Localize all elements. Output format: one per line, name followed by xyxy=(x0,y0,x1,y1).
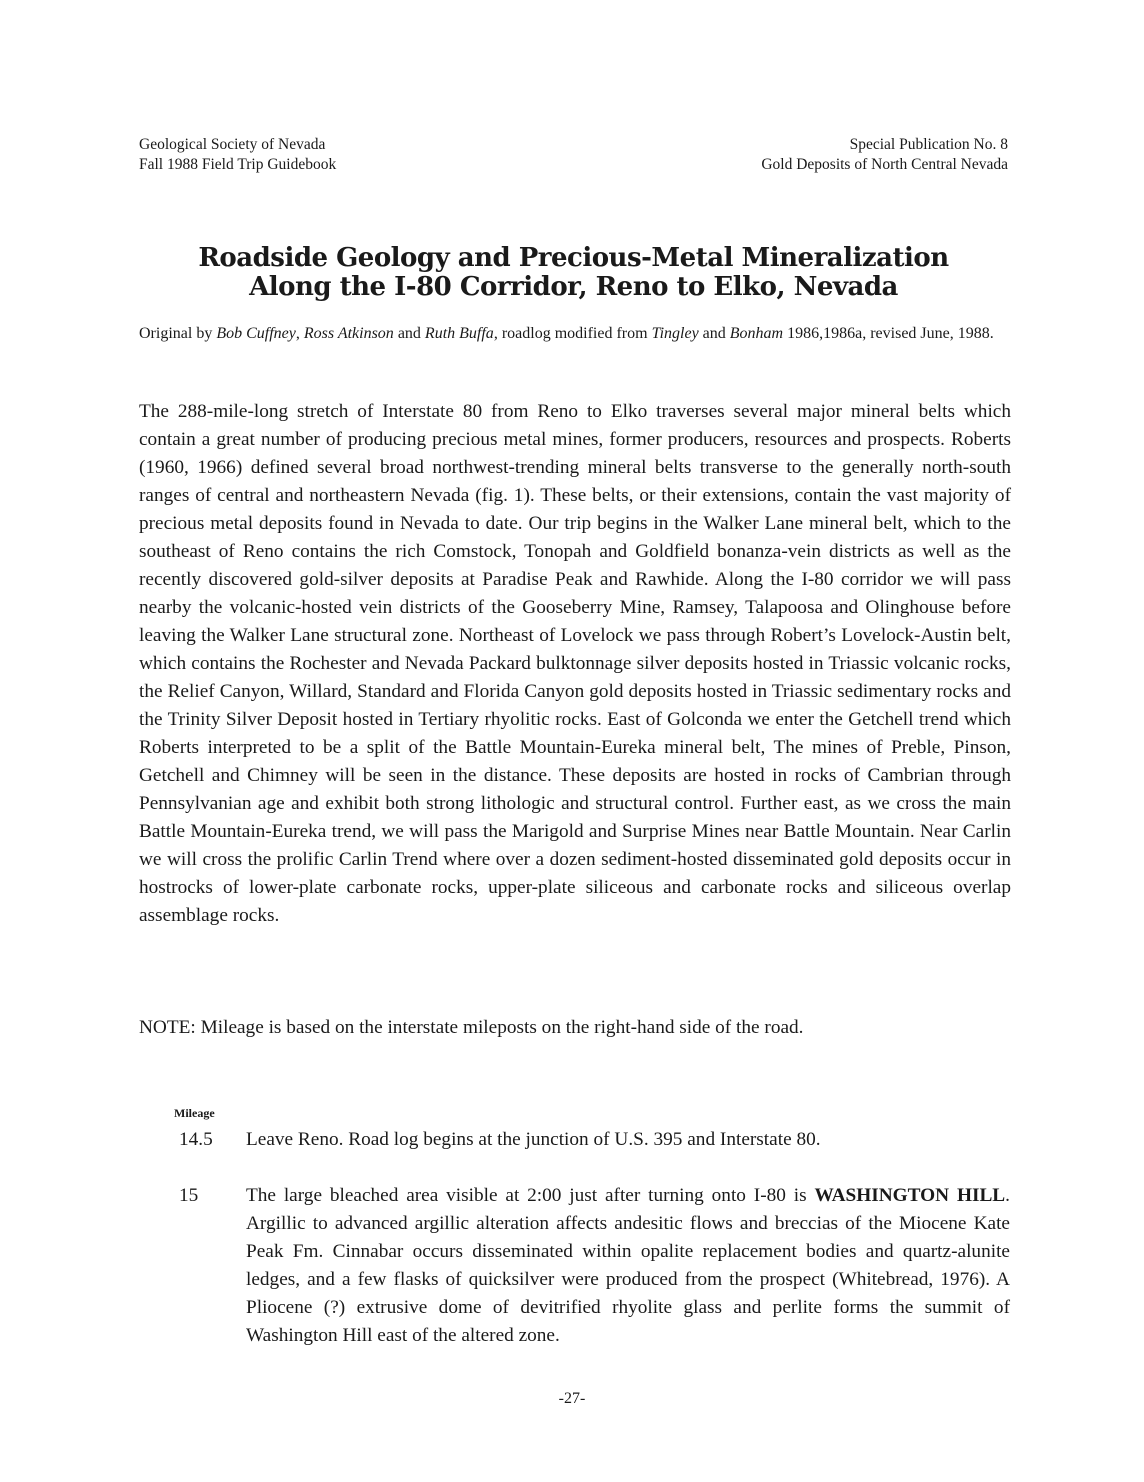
roadlog-mile: 14.5 xyxy=(179,1129,213,1150)
ref-bonham: Bonham xyxy=(729,325,784,342)
site-name-washington-hill: WASHINGTON HILL xyxy=(814,1185,1006,1206)
mileage-column-header: Mileage xyxy=(174,1106,215,1120)
mileage-note: NOTE: Mileage is based on the interstate mileposts on the right-hand side of the road. xyxy=(139,1017,804,1038)
credits-mid: , roadlog modified from xyxy=(493,325,652,342)
page-number: -27- xyxy=(558,1390,586,1407)
header-guidebook: Fall 1988 Field Trip Guidebook xyxy=(139,156,337,173)
header-right xyxy=(761,135,1008,175)
header-subject: Gold Deposits of North Central Nevada xyxy=(761,156,1008,173)
header-publication: Special Publication No. 8 xyxy=(849,136,1008,153)
intro-paragraph: The 288-mile-long stretch of Interstate 80 from Reno to Elko traverses several major mineral belts which contain a great number of producing precious metal mines, former producers, resources and prospects. Roberts (1960, 1966) defined several broad northwest-trending mineral belts transverse to the generally north-south ranges of central and northeastern Nevada (fig. 1). These belts, or their extensions, contain the vast majority of precious metal deposits found in Nevada to date. Our trip begins in the Walker Lane mineral belt, which to the southeast of Reno contains the rich Comstock, Tonopah and Goldfield bonanza-vein districts as well as the recently discovered gold-silver deposits at Paradise Peak and Rawhide. Along the I-80 corridor we will pass nearby the volcanic-hosted vein districts of the Gooseberry Mine, Ramsey, Talapoosa and Olinghouse before leaving the Walker Lane structural zone. Northeast of Lovelock we pass through Robert’s Lovelock-Austin belt, which contains the Rochester and Nevada Packard bulktonnage silver deposits hosted in Triassic volcanic rocks, the Relief Canyon, Willard, Standard and Florida Canyon gold deposits hosted in Triassic sedimentary rocks and the Trinity Silver Deposit hosted in Tertiary rhyolitic rocks. East of Golconda we enter the Getchell trend which Roberts interpreted to be a split of the Battle Mountain-Eureka mineral belt, The mines of Preble, Pinson, Getchell and Chimney will be seen in the distance. These deposits are hosted in rocks of Cambrian through Pennsylvanian age and exhibit both strong lithologic and structural control. Further east, as we cross the main Battle Mountain-Eureka trend, we will pass the Marigold and Surprise Mines near Battle Mountain. Near Carlin we will cross the prolific Carlin Trend where over a dozen sediment-hosted disseminated gold deposits occur in hostrocks of lower-plate carbonate rocks, upper-plate siliceous and carbonate rocks and siliceous overlap assemblage rocks. xyxy=(139,401,1011,926)
credits-sep-1: , xyxy=(295,325,304,342)
credits-sep-2: and xyxy=(393,325,425,342)
author-buffa: Ruth Buffa xyxy=(424,325,494,342)
author-cuffney: Bob Cuffney xyxy=(216,325,296,342)
roadlog-text-before: The large bleached area visible at 2:00 just after turning onto I-80 is xyxy=(246,1185,815,1206)
title-line-2: Along the I-80 Corridor, Reno to Elko, Nevada xyxy=(249,272,898,302)
roadlog-text xyxy=(246,1182,1010,1350)
roadlog-text: Leave Reno. Road log begins at the junction of U.S. 395 and Interstate 80. xyxy=(246,1129,821,1150)
page-title xyxy=(139,244,1008,302)
credits-suffix: 1986,1986a, revised June, 1988. xyxy=(783,325,994,342)
credits-prefix: Original by xyxy=(139,325,217,342)
header-society: Geological Society of Nevada xyxy=(139,136,326,153)
credits xyxy=(139,322,1009,345)
ref-tingley: Tingley xyxy=(651,325,699,342)
header-left xyxy=(139,135,336,175)
roadlog-mile: 15 xyxy=(179,1185,199,1206)
credits-sep-3: and xyxy=(698,325,730,342)
title-line-1: Roadside Geology and Precious-Metal Mineralization xyxy=(198,243,949,273)
roadlog-text-after: . Argillic to advanced argillic alteration affects andesitic flows and breccias of the Miocene Kate Peak Fm. Cinnabar occurs disseminated within opalite replacement bodies and quartz-alunite ledges, and a few flasks of quicksilver were produced from the prospect (Whitebread, 1976). A Pliocene (?) extrusive dome of devitrified rhyolite glass and perlite forms the summit of Washington Hill east of the altered zone. xyxy=(246,1185,1010,1346)
author-atkinson: Ross Atkinson xyxy=(303,325,394,342)
